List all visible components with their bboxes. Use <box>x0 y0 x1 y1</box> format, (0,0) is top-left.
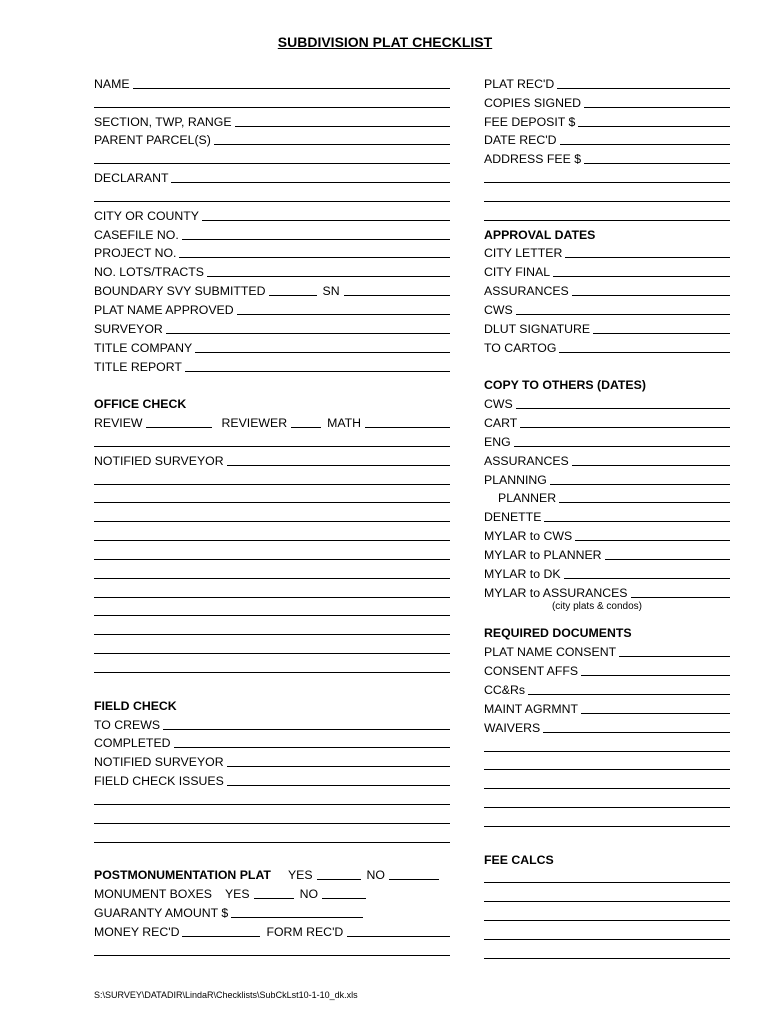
daterec-field[interactable] <box>560 133 731 145</box>
maint-field[interactable] <box>581 702 730 714</box>
blank-line[interactable] <box>94 510 450 522</box>
cart-field[interactable] <box>520 416 730 428</box>
spacer-row <box>94 845 450 864</box>
cityfinal-label: CITY FINAL <box>484 265 551 280</box>
postmon-no-label: NO <box>366 868 385 883</box>
titlerep-field[interactable] <box>185 360 450 372</box>
denette-row <box>484 505 730 524</box>
notified2-row <box>94 750 450 769</box>
eng-label: ENG <box>484 434 511 449</box>
blank-line[interactable] <box>484 871 730 883</box>
blank-row <box>484 885 730 904</box>
fee-calcs-heading: FEE CALCS <box>484 852 554 867</box>
planning-row <box>484 468 730 487</box>
platconsent-row <box>484 640 730 659</box>
platconsent-field[interactable] <box>619 645 730 657</box>
assurances-field[interactable] <box>572 284 730 296</box>
planner-label: PLANNER <box>498 491 557 506</box>
addrfee-field[interactable] <box>584 152 730 164</box>
cityletter-label: CITY LETTER <box>484 246 563 261</box>
monument-row <box>94 882 450 901</box>
crews-row <box>94 713 450 732</box>
notified2-field[interactable] <box>227 755 450 767</box>
sn-field[interactable] <box>344 284 450 296</box>
name-label: NAME <box>94 76 130 91</box>
blank-line[interactable] <box>484 209 730 221</box>
cityfinal-field[interactable] <box>553 265 730 277</box>
blank-line[interactable] <box>484 890 730 902</box>
cart-label: CART <box>484 416 518 431</box>
blank-line[interactable] <box>94 604 450 616</box>
cws-label: CWS <box>484 302 513 317</box>
titleco-label: TITLE COMPANY <box>94 340 193 355</box>
blank-row <box>94 807 450 826</box>
notified-row <box>94 449 450 468</box>
maint-row <box>484 697 730 716</box>
daterec-row <box>484 129 730 148</box>
copies-row <box>484 91 730 110</box>
blank-row <box>94 656 450 675</box>
platname-row <box>94 298 450 317</box>
mylar-dk-label: MYLAR to DK <box>484 566 561 581</box>
blank-line[interactable] <box>484 947 730 959</box>
denette-label: DENETTE <box>484 510 542 525</box>
monument-yes-field[interactable] <box>254 887 294 899</box>
assurances-label: ASSURANCES <box>484 284 569 299</box>
waivers-field[interactable] <box>543 721 730 733</box>
notified2-label: NOTIFIED SURVEYOR <box>94 755 224 770</box>
consentaffs-field[interactable] <box>581 664 730 676</box>
section-field[interactable] <box>235 115 450 127</box>
blank-line[interactable] <box>94 623 450 635</box>
blank-row <box>94 826 450 845</box>
right-column <box>484 72 730 961</box>
platconsent-label: PLAT NAME CONSENT <box>484 645 617 660</box>
monument-label: MONUMENT BOXES <box>94 887 212 902</box>
platrec-label: PLAT REC'D <box>484 76 555 91</box>
boundary-row <box>94 279 450 298</box>
math-field[interactable] <box>365 416 450 428</box>
assurances2-label: ASSURANCES <box>484 453 569 468</box>
city-label: CITY OR COUNTY <box>94 208 199 223</box>
blank-row <box>94 600 450 619</box>
project-field[interactable] <box>179 246 450 258</box>
form-field[interactable] <box>347 925 450 937</box>
maint-label: MAINT AGRMNT <box>484 701 579 716</box>
postmon-yes-field[interactable] <box>317 868 361 880</box>
consentaffs-row <box>484 659 730 678</box>
blank-line[interactable] <box>94 831 450 843</box>
reviewer-field[interactable] <box>291 416 321 428</box>
blank-line[interactable] <box>94 586 450 598</box>
blank-line[interactable] <box>94 152 450 164</box>
mylar-assur-label: MYLAR to ASSURANCES <box>484 585 628 600</box>
planner-field[interactable] <box>559 491 730 503</box>
blank-line[interactable] <box>484 909 730 921</box>
planner-row <box>484 487 730 506</box>
blank-row <box>94 524 450 543</box>
blank-row <box>94 468 450 487</box>
name-field[interactable] <box>133 77 450 89</box>
blank-line[interactable] <box>484 815 730 827</box>
dlut-row <box>484 317 730 336</box>
assurances-row <box>484 279 730 298</box>
blank-line[interactable] <box>94 812 450 824</box>
blank-line[interactable] <box>94 473 450 485</box>
cws2-row <box>484 392 730 411</box>
blank-row <box>94 185 450 204</box>
boundary-label: BOUNDARY SVY SUBMITTED <box>94 284 266 299</box>
surveyor-field[interactable] <box>166 322 450 334</box>
blank-line[interactable] <box>94 435 450 447</box>
blank-row <box>94 637 450 656</box>
waivers-row <box>484 716 730 735</box>
denette-field[interactable] <box>544 510 730 522</box>
lots-field[interactable] <box>207 265 450 277</box>
guaranty-label: GUARANTY AMOUNT $ <box>94 905 229 920</box>
blank-line[interactable] <box>94 661 450 673</box>
section-label: SECTION, TWP, RANGE <box>94 114 232 129</box>
declarant-field[interactable] <box>171 171 450 183</box>
form-title: SUBDIVISION PLAT CHECKLIST <box>277 34 493 50</box>
mylar-planner-row <box>484 543 730 562</box>
ccrs-row <box>484 678 730 697</box>
money-label: MONEY REC'D <box>94 924 180 939</box>
blank-row <box>484 923 730 942</box>
daterec-label: DATE REC'D <box>484 133 557 148</box>
issues-label: FIELD CHECK ISSUES <box>94 774 224 789</box>
issues-row <box>94 769 450 788</box>
planning-label: PLANNING <box>484 472 547 487</box>
city-plats-note: (city plats & condos) <box>551 600 643 612</box>
crews-label: TO CREWS <box>94 717 161 732</box>
spacer-row <box>484 829 730 848</box>
parent-label: PARENT PARCEL(S) <box>94 133 211 148</box>
blank-row <box>484 772 730 791</box>
mylar-cws-row <box>484 524 730 543</box>
blank-row <box>484 204 730 223</box>
sn-label: SN <box>322 284 340 299</box>
postmon-row <box>94 863 450 882</box>
notified-field[interactable] <box>227 454 450 466</box>
boundary-field[interactable] <box>269 284 317 296</box>
completed-field[interactable] <box>174 736 450 748</box>
platname-label: PLAT NAME APPROVED <box>94 302 234 317</box>
guaranty-field[interactable] <box>231 906 363 918</box>
city-row <box>94 204 450 223</box>
blank-row <box>484 166 730 185</box>
blank-line[interactable] <box>484 928 730 940</box>
copies-label: COPIES SIGNED <box>484 95 582 110</box>
blank-line[interactable] <box>484 796 730 808</box>
blank-line[interactable] <box>94 491 450 503</box>
cws2-label: CWS <box>484 397 513 412</box>
monument-yes-label: YES <box>224 887 250 902</box>
review-label: REVIEW <box>94 416 143 431</box>
review-field[interactable] <box>146 416 212 428</box>
cart-row <box>484 411 730 430</box>
blank-row <box>94 147 450 166</box>
blank-line[interactable] <box>484 740 730 752</box>
blank-row <box>94 581 450 600</box>
dlut-field[interactable] <box>593 322 730 334</box>
lots-row <box>94 260 450 279</box>
cartog-row <box>484 336 730 355</box>
declarant-row <box>94 166 450 185</box>
eng-field[interactable] <box>514 435 730 447</box>
spacer-row <box>484 355 730 374</box>
guaranty-row <box>94 901 450 920</box>
city-field[interactable] <box>202 209 450 221</box>
waivers-label: WAIVERS <box>484 720 541 735</box>
blank-line[interactable] <box>94 96 450 108</box>
spacer-row <box>94 374 450 393</box>
mylar-cws-field[interactable] <box>575 529 730 541</box>
cityfinal-row <box>484 260 730 279</box>
monument-no-field[interactable] <box>322 887 366 899</box>
parent-field[interactable] <box>214 133 450 145</box>
cartog-label: TO CARTOG <box>484 340 557 355</box>
name-row <box>94 72 450 91</box>
math-label: MATH <box>327 416 362 431</box>
blank-line[interactable] <box>94 548 450 560</box>
blank-row <box>94 430 450 449</box>
copies-field[interactable] <box>584 96 730 108</box>
monument-no-label: NO <box>299 887 319 902</box>
blank-row <box>94 543 450 562</box>
postmon-no-field[interactable] <box>389 868 439 880</box>
reviewer-label: REVIEWER <box>221 416 288 431</box>
ccrs-label: CC&Rs <box>484 683 525 697</box>
mylar-dk-field[interactable] <box>564 567 730 579</box>
blank-row <box>484 791 730 810</box>
casefile-row <box>94 223 450 242</box>
blank-row <box>484 735 730 754</box>
money-row <box>94 920 450 939</box>
cityletter-field[interactable] <box>565 246 730 258</box>
casefile-field[interactable] <box>182 228 450 240</box>
deposit-field[interactable] <box>578 115 730 127</box>
assurances2-field[interactable] <box>572 454 730 466</box>
project-row <box>94 242 450 261</box>
blank-row <box>484 810 730 829</box>
surveyor-label: SURVEYOR <box>94 321 163 336</box>
blank-row <box>484 867 730 886</box>
copy-to-others-heading: COPY TO OTHERS (DATES) <box>484 378 646 393</box>
postmon-heading: POSTMONUMENTATION PLAT <box>94 868 271 883</box>
field-check-heading: FIELD CHECK <box>94 698 177 713</box>
addrfee-label: ADDRESS FEE $ <box>484 152 582 167</box>
parent-row <box>94 129 450 148</box>
cws-field[interactable] <box>516 303 730 315</box>
left-column <box>94 72 450 958</box>
blank-row <box>94 788 450 807</box>
blank-line[interactable] <box>94 793 450 805</box>
surveyor-row <box>94 317 450 336</box>
titlerep-label: TITLE REPORT <box>94 359 182 374</box>
blank-line[interactable] <box>484 758 730 770</box>
review-row <box>94 411 450 430</box>
crews-field[interactable] <box>163 718 450 730</box>
blank-line[interactable] <box>484 171 730 183</box>
postmon-yes-label: YES <box>287 868 313 883</box>
mylar-assur-row <box>484 581 730 600</box>
assurances2-row <box>484 449 730 468</box>
ccrs-field[interactable] <box>528 683 730 695</box>
blank-line[interactable] <box>484 190 730 202</box>
blank-row <box>94 939 450 958</box>
mylar-planner-label: MYLAR to PLANNER <box>484 547 602 562</box>
planning-field[interactable] <box>550 473 730 485</box>
completed-row <box>94 732 450 751</box>
spacer-row <box>484 614 730 622</box>
blank-line[interactable] <box>484 777 730 789</box>
office-check-heading: OFFICE CHECK <box>94 397 187 412</box>
required-documents-heading: REQUIRED DOCUMENTS <box>484 626 632 641</box>
blank-row <box>94 562 450 581</box>
blank-line[interactable] <box>94 567 450 579</box>
titlerep-row <box>94 355 450 374</box>
cityletter-row <box>484 242 730 261</box>
mylar-assur-field[interactable] <box>631 586 730 598</box>
titleco-field[interactable] <box>195 341 450 353</box>
blank-row <box>484 754 730 773</box>
blank-row <box>484 942 730 961</box>
blank-row <box>94 618 450 637</box>
approval-dates-heading: APPROVAL DATES <box>484 227 596 242</box>
blank-row <box>484 185 730 204</box>
deposit-row <box>484 110 730 129</box>
eng-row <box>484 430 730 449</box>
blank-line[interactable] <box>94 642 450 654</box>
deposit-label: FEE DEPOSIT $ <box>484 114 576 129</box>
completed-label: COMPLETED <box>94 736 171 751</box>
file-path-footer: S:\SURVEY\DATADIR\LindaR\Checklists\SubCkLst10-1-10_dk.xls <box>94 990 358 1000</box>
titleco-row <box>94 336 450 355</box>
spacer-row <box>94 675 450 694</box>
casefile-label: CASEFILE NO. <box>94 227 179 242</box>
platrec-field[interactable] <box>557 77 730 89</box>
issues-field[interactable] <box>227 774 450 786</box>
platrec-row <box>484 72 730 91</box>
project-label: PROJECT NO. <box>94 246 177 261</box>
platname-field[interactable] <box>237 303 450 315</box>
blank-line[interactable] <box>94 944 450 956</box>
form-label: FORM REC'D <box>266 924 344 939</box>
mylar-dk-row <box>484 562 730 581</box>
declarant-label: DECLARANT <box>94 171 169 186</box>
money-field[interactable] <box>182 925 260 937</box>
blank-line[interactable] <box>94 190 450 202</box>
notified-label: NOTIFIED SURVEYOR <box>94 453 224 468</box>
cws2-field[interactable] <box>516 397 730 409</box>
cws-row <box>484 298 730 317</box>
mylar-cws-label: MYLAR to CWS <box>484 529 573 544</box>
blank-row <box>94 505 450 524</box>
section-row <box>94 110 450 129</box>
blank-line[interactable] <box>94 529 450 541</box>
lots-label: NO. LOTS/TRACTS <box>94 265 204 280</box>
addrfee-row <box>484 147 730 166</box>
mylar-planner-field[interactable] <box>605 548 730 560</box>
blank-row <box>484 904 730 923</box>
dlut-label: DLUT SIGNATURE <box>484 321 591 336</box>
consentaffs-label: CONSENT AFFS <box>484 664 579 679</box>
blank-row <box>94 91 450 110</box>
blank-row <box>94 487 450 506</box>
cartog-field[interactable] <box>559 341 730 353</box>
